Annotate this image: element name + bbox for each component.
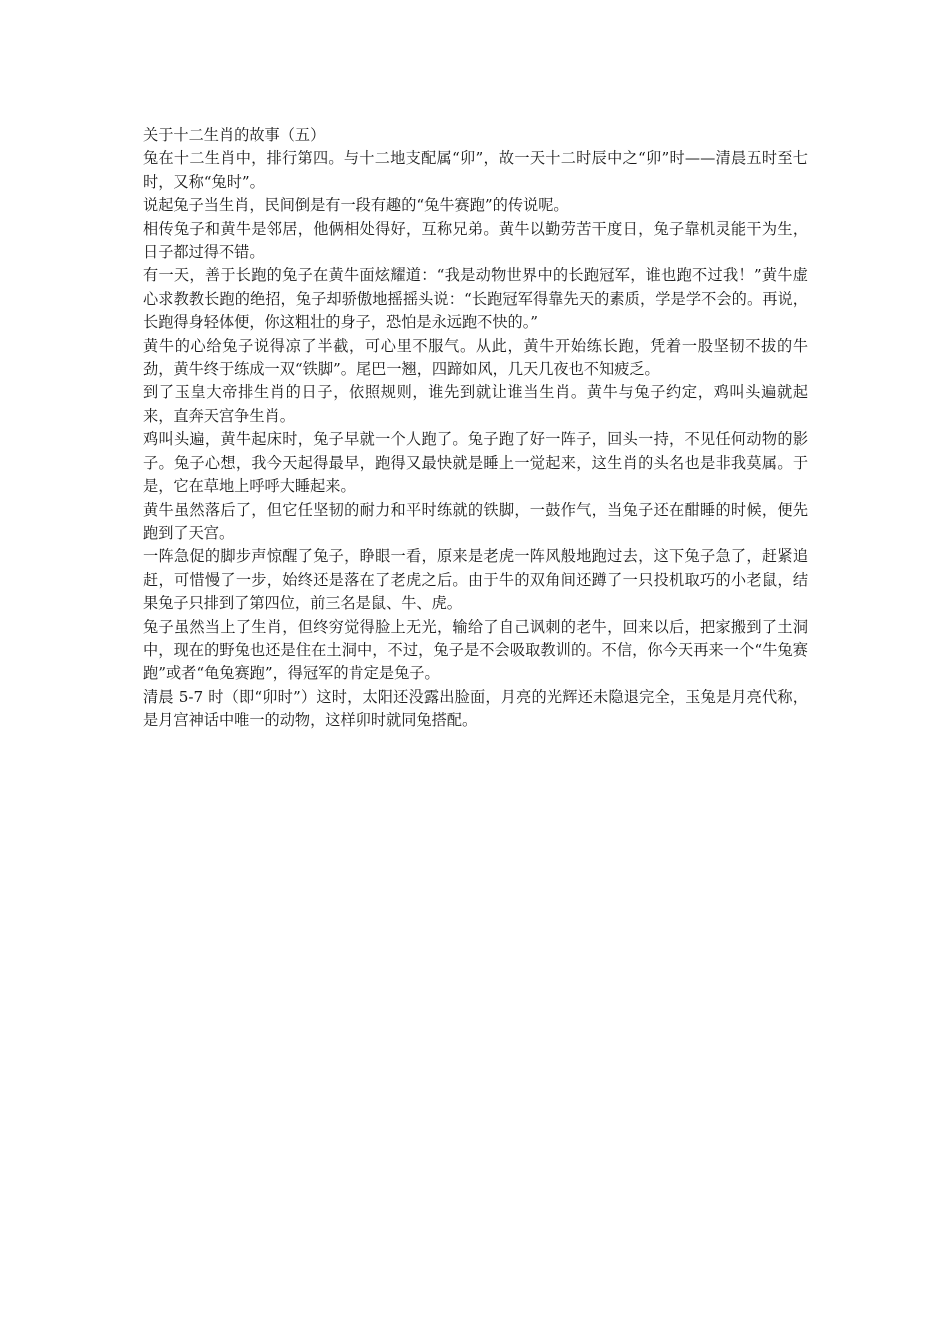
paragraph-rabbit-sleeps: 鸡叫头遍，黄牛起床时，兔子早就一个人跑了。兔子跑了好一阵子，回头一持，不见任何动物的影子。兔子心想，我今天起得最早，跑得又最快就是睡上一觉起来，这生肖的头名也是非我莫属。于是，它在草地上呼呼大睡起来。 <box>143 430 808 496</box>
document-page <box>143 124 808 733</box>
paragraph-ranking-day: 到了玉皇大帝排生肖的日子，依照规则，谁先到就让谁当生肖。黄牛与兔子约定，鸡叫头遍就起来，直奔天宫争生肖。 <box>143 383 808 425</box>
paragraph-boast: 有一天，善于长跑的兔子在黄牛面炫耀道：“我是动物世界中的长跑冠军，谁也跑不过我！”黄牛虚心求教教长跑的绝招，兔子却骄傲地摇摇头说：“长跑冠军得靠先天的素质，学是学不会的。再说，长跑得身轻体便，你这粗壮的身子，恐怕是永远跑不快的。” <box>143 266 808 332</box>
paragraph-legend-intro: 说起兔子当生肖，民间倒是有一段有趣的“兔牛赛跑”的传说呢。 <box>143 196 569 215</box>
paragraph-ox-arrives: 黄牛虽然落后了，但它任坚韧的耐力和平时练就的铁脚，一鼓作气，当兔子还在酣睡的时候，便先跑到了天宫。 <box>143 500 808 542</box>
document-title: 关于十二生肖的故事（五） <box>143 126 326 144</box>
paragraph-neighbors: 相传兔子和黄牛是邻居，他俩相处得好，互称兄弟。黄牛以勤劳苦干度日，兔子靠机灵能干为生，日子都过得不错。 <box>143 219 808 262</box>
paragraph-mao-hour: 清晨 5-7 时（即“卯时”）这时，太阳还没露出脸面，月亮的光辉还未隐退完全，玉兔是月亮代称，是月宫神话中唯一的动物，这样卯时就同兔搭配。 <box>143 687 808 730</box>
paragraph-rabbit-rank: 兔在十二生肖中，排行第四。与十二地支配属“卯”，故一天十二时辰中之“卯”时——清晨五时至七时，又称“兔时”。 <box>143 149 808 191</box>
paragraph-aftermath: 兔子虽然当上了生肖，但终穷觉得脸上无光，输给了自己讽刺的老牛，回来以后，把家搬到了土洞中，现在的野兔也还是住在土洞中，不过，兔子是不会吸取教训的。不信，你今天再来一个“牛兔赛跑”或者“龟兔赛跑”，得冠军的肯定是兔子。 <box>143 617 808 683</box>
paragraph-tiger-passes: 一阵急促的脚步声惊醒了兔子，睁眼一看，原来是老虎一阵风般地跑过去，这下兔子急了，赶紧追赶，可惜慢了一步，始终还是落在了老虎之后。由于牛的双角间还蹲了一只投机取巧的小老鼠，结果兔子只排到了第四位，前三名是鼠、牛、虎。 <box>143 547 808 613</box>
paragraph-ox-training: 黄牛的心给兔子说得凉了半截，可心里不服气。从此，黄牛开始练长跑，凭着一股坚韧不拔的牛劲，黄牛终于练成一双“铁脚”。尾巴一翘，四蹄如风，几天几夜也不知疲乏。 <box>143 336 808 379</box>
